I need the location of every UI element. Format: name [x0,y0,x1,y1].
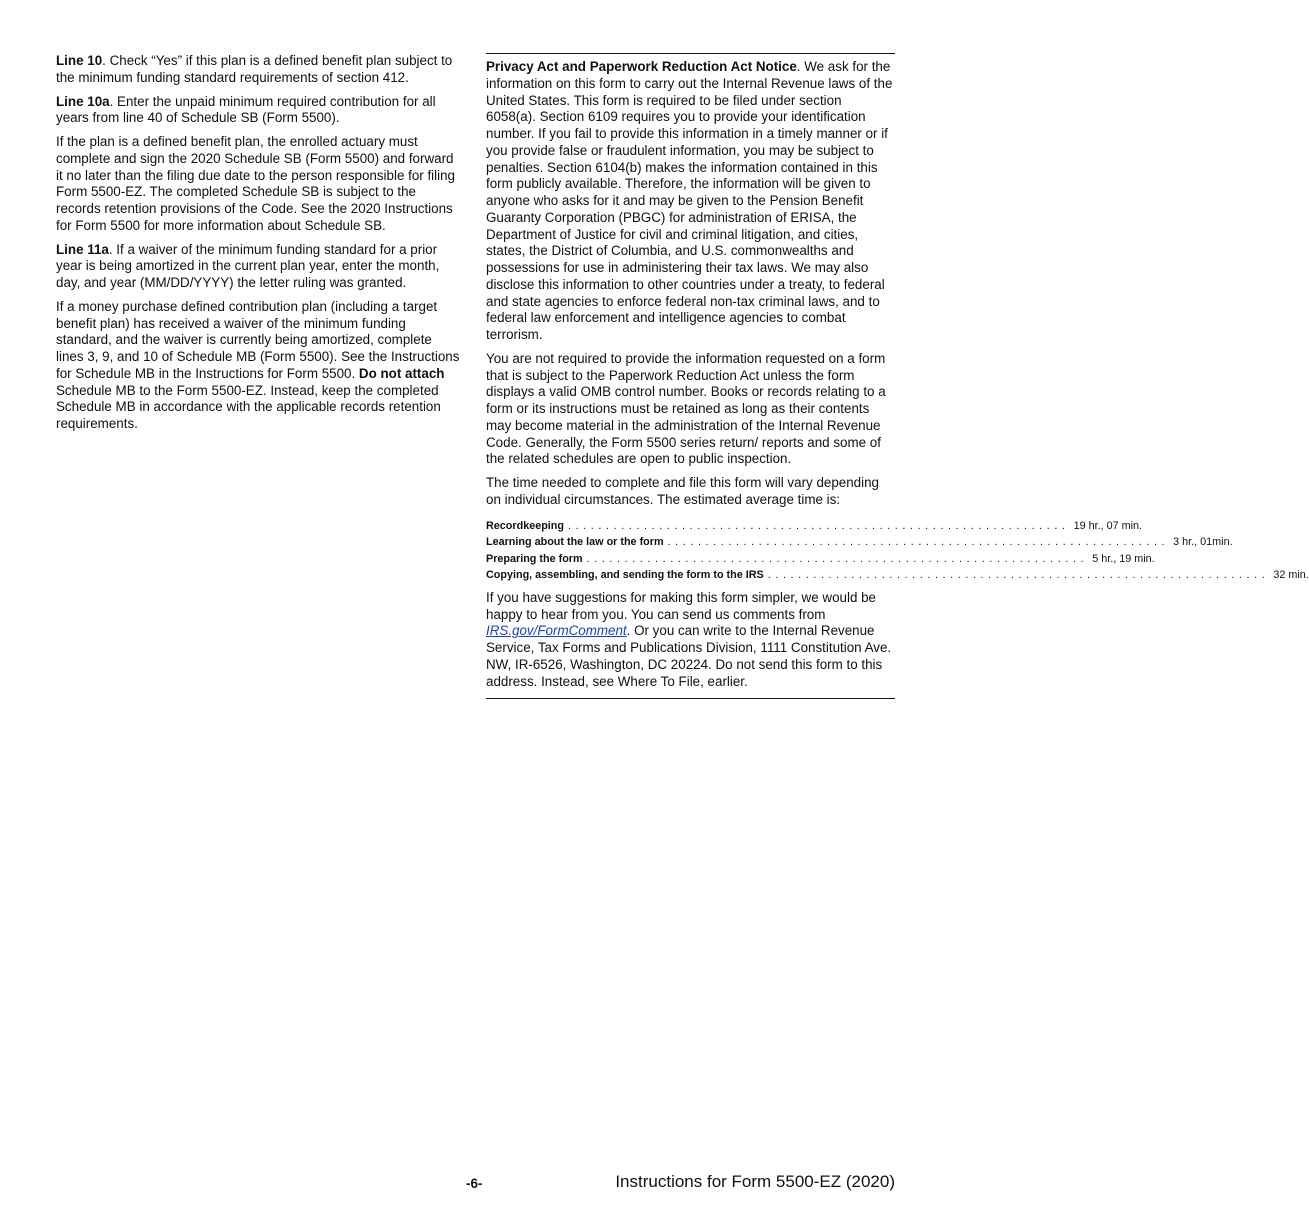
line-10a-paragraph [56,94,462,128]
section-divider [486,698,895,699]
burden-value: 32 min. [1273,569,1309,582]
suggestions-text-1: If you have suggestions for making this form simpler, we would be happy to hear from you. You can send us comments from [486,589,877,622]
page-footer [0,1172,950,1196]
burden-row [486,518,1143,535]
defined-benefit-paragraph: If the plan is a defined benefit plan, the enrolled actuary must complete and sign the 2020 Schedule SB (Form 5500) and forward it no later than the filing due date to the person responsible for filing Form 5500-EZ. The completed Schedule SB is subject to the records retention provisions of the Code. See the 2020 Instructions for Form 5500 for more information about Schedule SB. [56,134,455,233]
line-11a-label: Line 11a [56,241,109,257]
do-not-attach-bold: Do not attach [358,365,445,381]
privacy-notice-paragraph [486,59,895,344]
burden-label: Preparing the form [486,552,583,565]
money-purchase-text-1: If a money purchase defined contribution plan (including a target benefit plan) has received a waiver of the minimum funding standard, and the waiver is currently being amortized, complete lines 3, 9, and 10 of Schedule MB (Form 5500). See the Instructions for Schedule MB in the Instructions for Form 5500. [56,298,460,381]
burden-row [486,534,1233,551]
burden-value: 3 hr., 01min. [1173,536,1233,549]
line-10a-label: Line 10a [56,93,110,109]
burden-label: Copying, assembling, and sending the form to the IRS [486,569,764,582]
form-comment-link[interactable]: IRS.gov/FormComment [486,623,627,639]
line-11a-text: . If a waiver of the minimum funding standard for a prior year is being amortized in the current plan year, enter the month, day, and year (MM/DD/YYYY) the letter ruling was granted. [56,241,440,290]
money-purchase-text-2: Schedule MB to the Form 5500-EZ. Instead, keep the completed Schedule MB in accordance with the applicable records retention requirements. [56,382,441,431]
burden-table [486,518,1309,584]
omb-paragraph: You are not required to provide the information requested on a form that is subject to the Paperwork Reduction Act unless the form displays a valid OMB control number. Books or records relating to a form or its instructions must be retained as long as their contents may become material in the administration of the Internal Revenue Code. Generally, the Form 5500 series return/ reports and some of the related schedules are open to public inspection. [486,350,886,467]
dot-leader: .................................................................. [568,519,1070,532]
line-10-paragraph [56,53,462,87]
privacy-notice-heading: Privacy Act and Paperwork Reduction Act Notice [486,59,797,74]
time-intro-paragraph: The time needed to complete and file this form will vary depending on individual circumstances. The estimated average time is: [486,475,880,507]
money-purchase-paragraph [56,299,462,433]
dot-leader: .................................................................. [767,569,1270,582]
burden-label: Recordkeeping [486,519,564,532]
burden-row [486,551,1155,568]
left-column [56,53,462,440]
burden-value: 5 hr., 19 min. [1092,552,1155,565]
burden-row [486,567,1309,584]
dot-leader: .................................................................. [667,536,1170,549]
page-number: -6- [466,1176,483,1191]
line-10-label: Line 10 [56,53,103,68]
suggestions-paragraph [486,590,895,691]
burden-label: Learning about the law or the form [486,536,664,549]
line-10-text: . Check “Yes” if this plan is a defined benefit plan subject to the minimum funding standard requirements of section 412. [56,53,453,85]
right-column [486,53,1309,699]
footer-title: Instructions for Form 5500-EZ (2020) [615,1172,895,1191]
line-10a-text: . Enter the unpaid minimum required contribution for all years from line 40 of Schedule SB (Form 5500). [56,93,436,126]
suggestions-text-2: . Or you can write to the Internal Revenue Service, Tax Forms and Publications Division, 1111 Constitution Ave. NW, IR-6526, Washington, DC 20224. Do not send this form to this address. Instead, see Where To File, earlier. [486,623,892,689]
line-11a-paragraph [56,242,462,292]
dot-leader: .................................................................. [586,552,1089,565]
privacy-notice-text: . We ask for the information on this form to carry out the Internal Revenue laws of the United States. This form is required to be filed under section 6058(a). Section 6109 requires you to provide your identification number. If you fail to provide this information in a timely manner or if you provide false or fraudulent information, you may be subject to penalties. Section 6104(b) makes the information contained in this form publicly available. Therefore, the information will be given to anyone who asks for it and may be given to the Pension Benefit Guaranty Corporation (PBGC) for administration of ERISA, the Department of Justice for civil and criminal litigation, and cities, states, the District of Columbia, and U.S. commonwealths and possessions for use in administering their tax laws. We may also disclose this information to other countries under a treaty, to federal and state agencies to enforce federal non-tax criminal laws, and to federal law enforcement and intelligence agencies to combat terrorism. [486,59,893,342]
burden-value: 19 hr., 07 min. [1073,519,1143,532]
